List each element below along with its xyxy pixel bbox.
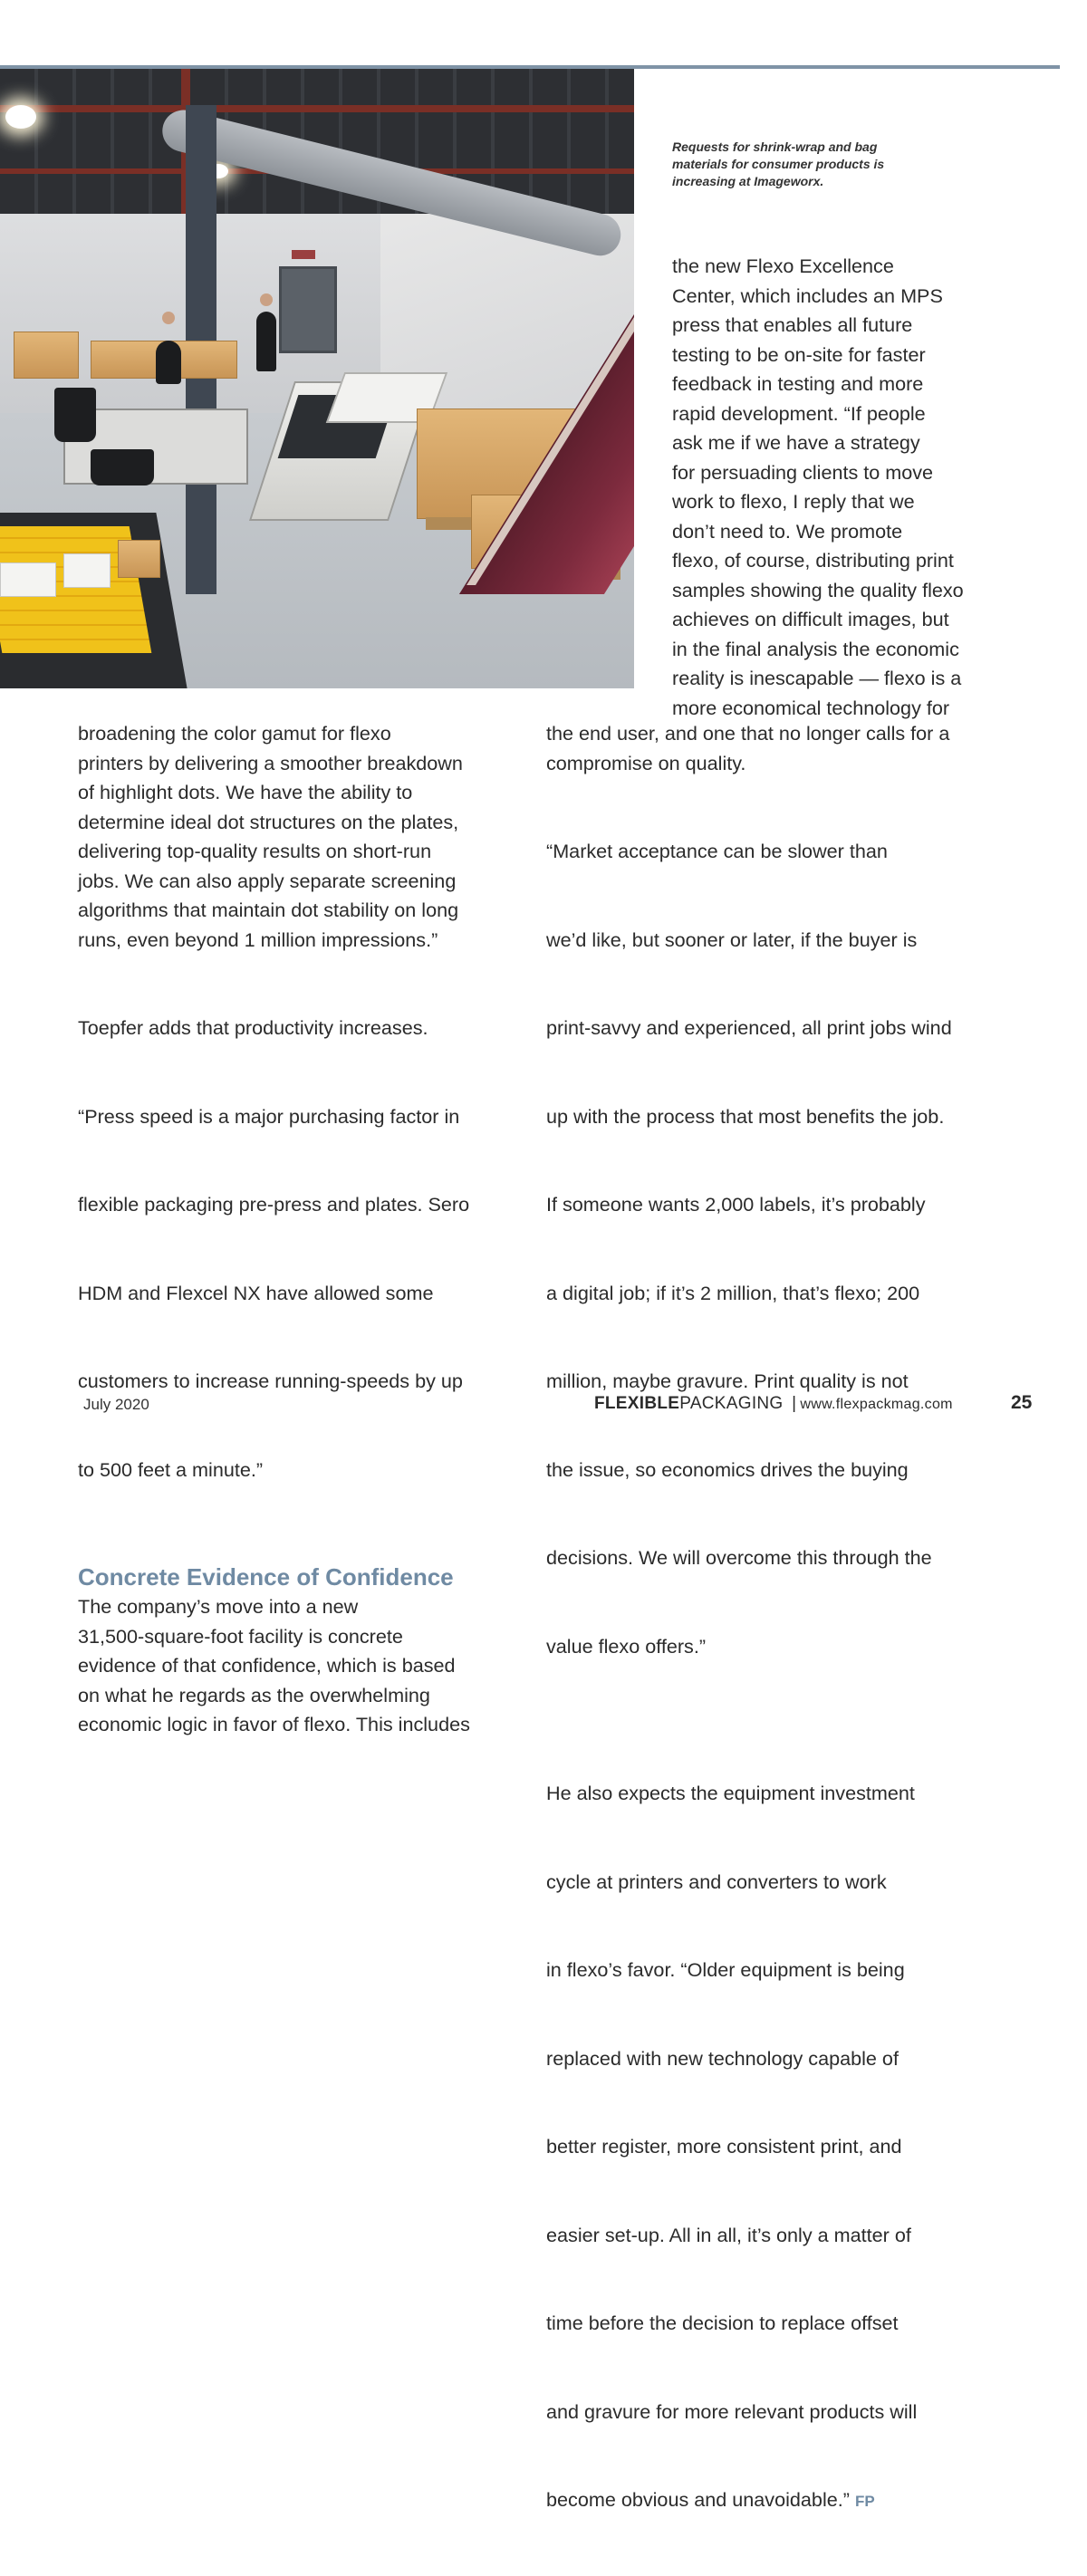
text-line: runs, even beyond 1 million impressions.” — [78, 928, 438, 951]
footer-url[interactable]: www.flexpackmag.com — [800, 1397, 953, 1412]
brand-light: PACKAGING — [679, 1394, 784, 1413]
text-line: samples showing the quality flexo — [672, 578, 964, 601]
text-line: “Market acceptance can be slower than — [546, 840, 888, 862]
text-line: testing to be on-site for faster — [672, 342, 926, 366]
text-line: million, maybe gravure. Print quality is not — [546, 1370, 909, 1392]
text-line: customers to increase running-speeds by up — [78, 1370, 463, 1392]
paragraph — [78, 719, 513, 955]
photo-yellow-envelope — [118, 540, 160, 578]
photo-paper-sheet — [0, 562, 56, 597]
text-line: He also expects the equipment investment — [546, 1782, 915, 1804]
text-line: determine ideal dot structures on the plates, — [78, 810, 459, 833]
text-line: easier set-up. All in all, it’s only a matter of — [546, 2223, 911, 2246]
text-line: decisions. We will overcome this through the — [546, 1546, 932, 1569]
text-line: algorithms that maintain dot stability on long — [78, 899, 459, 921]
text-line: printers by delivering a smoother breakdown — [78, 751, 463, 774]
text-line: in flexo’s favor. “Older equipment is being — [546, 1958, 905, 1981]
caption-line: increasing at Imageworx. — [672, 174, 824, 188]
text-line: feedback in testing and more — [672, 372, 924, 395]
photo-ceiling — [0, 69, 634, 214]
last-line-text: become obvious and unavoidable.” — [546, 2488, 850, 2511]
text-line: Center, which includes an MPS — [672, 284, 943, 307]
text-line: replaced with new technology capable of — [546, 2046, 899, 2070]
text-line: achieves on difficult images, but — [672, 608, 949, 630]
text-line: press that enables all future — [672, 313, 913, 336]
text-line: jobs. We can also apply separate screening — [78, 869, 457, 892]
text-line: the end user, and one that no longer calls for a — [546, 722, 950, 745]
text-line: for persuading clients to move — [672, 460, 934, 484]
paragraph — [78, 955, 513, 1543]
text-line: we’d like, but sooner or later, if the buyer is — [546, 928, 918, 951]
text-line: “Press speed is a major purchasing factor in — [78, 1104, 460, 1128]
text-line: the new Flexo Excellence — [672, 255, 894, 277]
paragraph — [546, 778, 995, 1720]
upper-right-column — [672, 252, 998, 723]
text-line: value flexo offers.” — [546, 1634, 707, 1658]
brand-separator: | — [792, 1394, 797, 1413]
ceiling-light-icon — [5, 105, 36, 129]
text-line: don’t need to. We promote — [672, 519, 903, 543]
photo-box-stack — [14, 332, 79, 379]
footer-date: July 2020 — [83, 1396, 149, 1413]
text-line: Toepfer adds that productivity increases. — [78, 1016, 428, 1039]
text-line: up with the process that most benefits the job. — [546, 1104, 945, 1128]
text-line: ask me if we have a strategy — [672, 431, 920, 454]
text-line: print-savvy and experienced, all print jobs wind — [546, 1016, 952, 1039]
text-line: reality is inescapable — flexo is a — [672, 667, 962, 689]
text-line: The company’s move into a new — [78, 1595, 359, 1618]
photo-paper-sheet — [63, 553, 111, 588]
text-line: evidence of that confidence, which is based — [78, 1654, 456, 1677]
photo-door — [279, 266, 337, 353]
text-line: HDM and Flexcel NX have allowed some — [78, 1281, 434, 1304]
section-heading: Concrete Evidence of Confidence — [78, 1563, 454, 1591]
photo-person-head — [260, 293, 273, 306]
text-line: 31,500-square-foot facility is concrete — [78, 1624, 403, 1648]
caption-line: Requests for shrink-wrap and bag — [672, 139, 878, 154]
text-line: to 500 feet a minute.” — [78, 1457, 264, 1481]
text-line: and gravure for more relevant products will — [546, 2399, 918, 2423]
page-number: 25 — [1011, 1392, 1033, 1413]
ceiling-beam — [0, 105, 634, 112]
text-line: delivering top-quality results on short-run — [78, 840, 432, 862]
text-line: on what he regards as the overwhelming — [78, 1683, 430, 1706]
text-line: time before the decision to replace offset — [546, 2312, 899, 2334]
text-line: better register, more consistent print, and — [546, 2135, 902, 2158]
photo-person — [256, 312, 276, 371]
text-line: flexible packaging pre-press and plates. Sero — [78, 1193, 470, 1216]
caption-line: materials for consumer products is — [672, 157, 885, 171]
text-line: more economical technology for — [672, 696, 950, 719]
text-line: economic logic in favor of flexo. This includes — [78, 1713, 470, 1735]
text-line: cycle at printers and converters to work — [546, 1870, 887, 1893]
text-line: the issue, so economics drives the buying — [546, 1457, 909, 1481]
paragraph — [546, 1720, 995, 2576]
text-line: rapid development. “If people — [672, 401, 926, 425]
text-line: in the final analysis the economic — [672, 637, 959, 660]
exit-sign-icon — [292, 250, 315, 259]
text-line: broadening the color gamut for flexo — [78, 722, 391, 745]
paragraph — [546, 719, 995, 778]
text-line: flexo, of course, distributing print — [672, 549, 954, 572]
photo-person — [156, 341, 181, 384]
right-column — [546, 719, 995, 2576]
photo-trash-bin — [91, 449, 154, 485]
text-line: compromise on quality. — [546, 751, 746, 774]
warehouse-photo — [0, 69, 634, 688]
text-line: a digital job; if it’s 2 million, that’s flexo; 200 — [546, 1281, 920, 1304]
paragraph — [78, 1592, 513, 1740]
text-line: If someone wants 2,000 labels, it’s probably — [546, 1193, 926, 1216]
brand-bold: FLEXIBLE — [594, 1394, 680, 1413]
text-line — [546, 2485, 995, 2517]
photo-person-head — [162, 312, 175, 324]
end-mark: FP — [854, 2493, 875, 2510]
photo-trash-bin — [54, 388, 96, 442]
footer-brand — [594, 1394, 953, 1414]
text-line: of highlight dots. We have the ability to — [78, 781, 413, 803]
text-line: work to flexo, I reply that we — [672, 490, 915, 513]
photo-caption — [672, 139, 935, 190]
paragraph — [672, 252, 998, 723]
left-column — [78, 719, 513, 1740]
